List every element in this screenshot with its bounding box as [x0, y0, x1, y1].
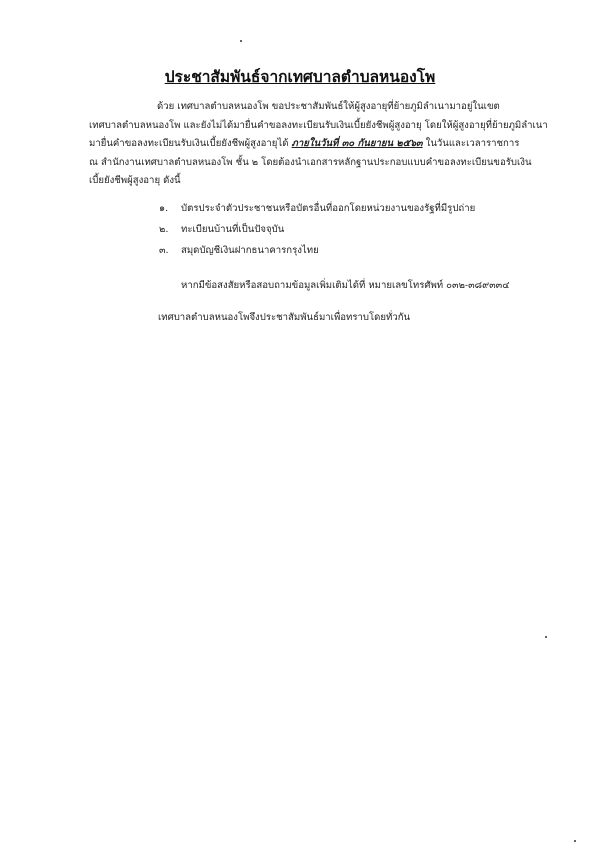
list-item: [159, 198, 499, 219]
required-documents-list: [159, 198, 499, 261]
paragraph-line: [89, 135, 520, 154]
closing-statement: เทศบาลตำบลหนองโพจึงประชาสัมพันธ์มาเพื่อทราบโดยทั่วกัน: [158, 312, 411, 323]
scan-speck: [240, 40, 242, 42]
item-text: สมุดบัญชีเงินฝากธนาคารกรุงไทย: [181, 245, 319, 256]
paragraph-line: ณ สำนักงานเทศบาลตำบลหนองโพ ชั้น ๒ โดยต้องนำเอกสารหลักฐานประกอบแบบคำขอลงทะเบียนขอรับเงิน: [89, 156, 532, 168]
item-text: ทะเบียนบ้านที่เป็นปัจจุบัน: [181, 224, 285, 235]
scan-speck: [545, 636, 547, 638]
paragraph-line: ด้วย เทศบาลตำบลหนองโพ ขอประชาสัมพันธ์ให้ผู้สูงอายุที่ย้ายภูมิลำเนามาอยู่ในเขต: [157, 101, 500, 112]
item-text: บัตรประจำตัวประชาชนหรือบัตรอื่นที่ออกโดยหน่วยงานของรัฐที่มีรูปถ่าย: [181, 203, 476, 214]
item-number: ๒.: [159, 224, 169, 235]
item-number: ๓.: [159, 245, 169, 256]
item-number: ๑.: [159, 203, 169, 214]
list-item: [159, 240, 499, 261]
deadline-date: ภายในวันที่ ๓๐ กันยายน ๒๕๖๓: [291, 138, 423, 149]
list-item: [159, 219, 499, 240]
announcement-paragraph: [89, 98, 548, 191]
paragraph-line: เทศบาลตำบลหนองโพ และยังไม่ได้มายื่นคำขอลงทะเบียนรับเงินเบี้ยยังชีพผู้สูงอายุ โดยให้ผู้สูงอายุที่ย้ายภูมิลำเนา: [89, 119, 548, 131]
paragraph-text: ในวันและเวลาราชการ: [422, 138, 520, 149]
contact-info: หากมีข้อสงสัยหรือสอบถามข้อมูลเพิ่มเติมได้ที่ หมายเลขโทรศัพท์ ๐๓๒-๓๘๙๓๓๔: [181, 280, 510, 291]
paragraph-line: เบี้ยยังชีพผู้สูงอายุ ดังนี้: [89, 175, 181, 186]
document-title: ประชาสัมพันธ์จากเทศบาลตำบลหนองโพ: [164, 67, 436, 86]
paragraph-text: มายื่นคำขอลงทะเบียนรับเงินเบี้ยยังชีพผู้สูงอายุได้: [89, 138, 292, 149]
scan-speck: [574, 840, 576, 842]
